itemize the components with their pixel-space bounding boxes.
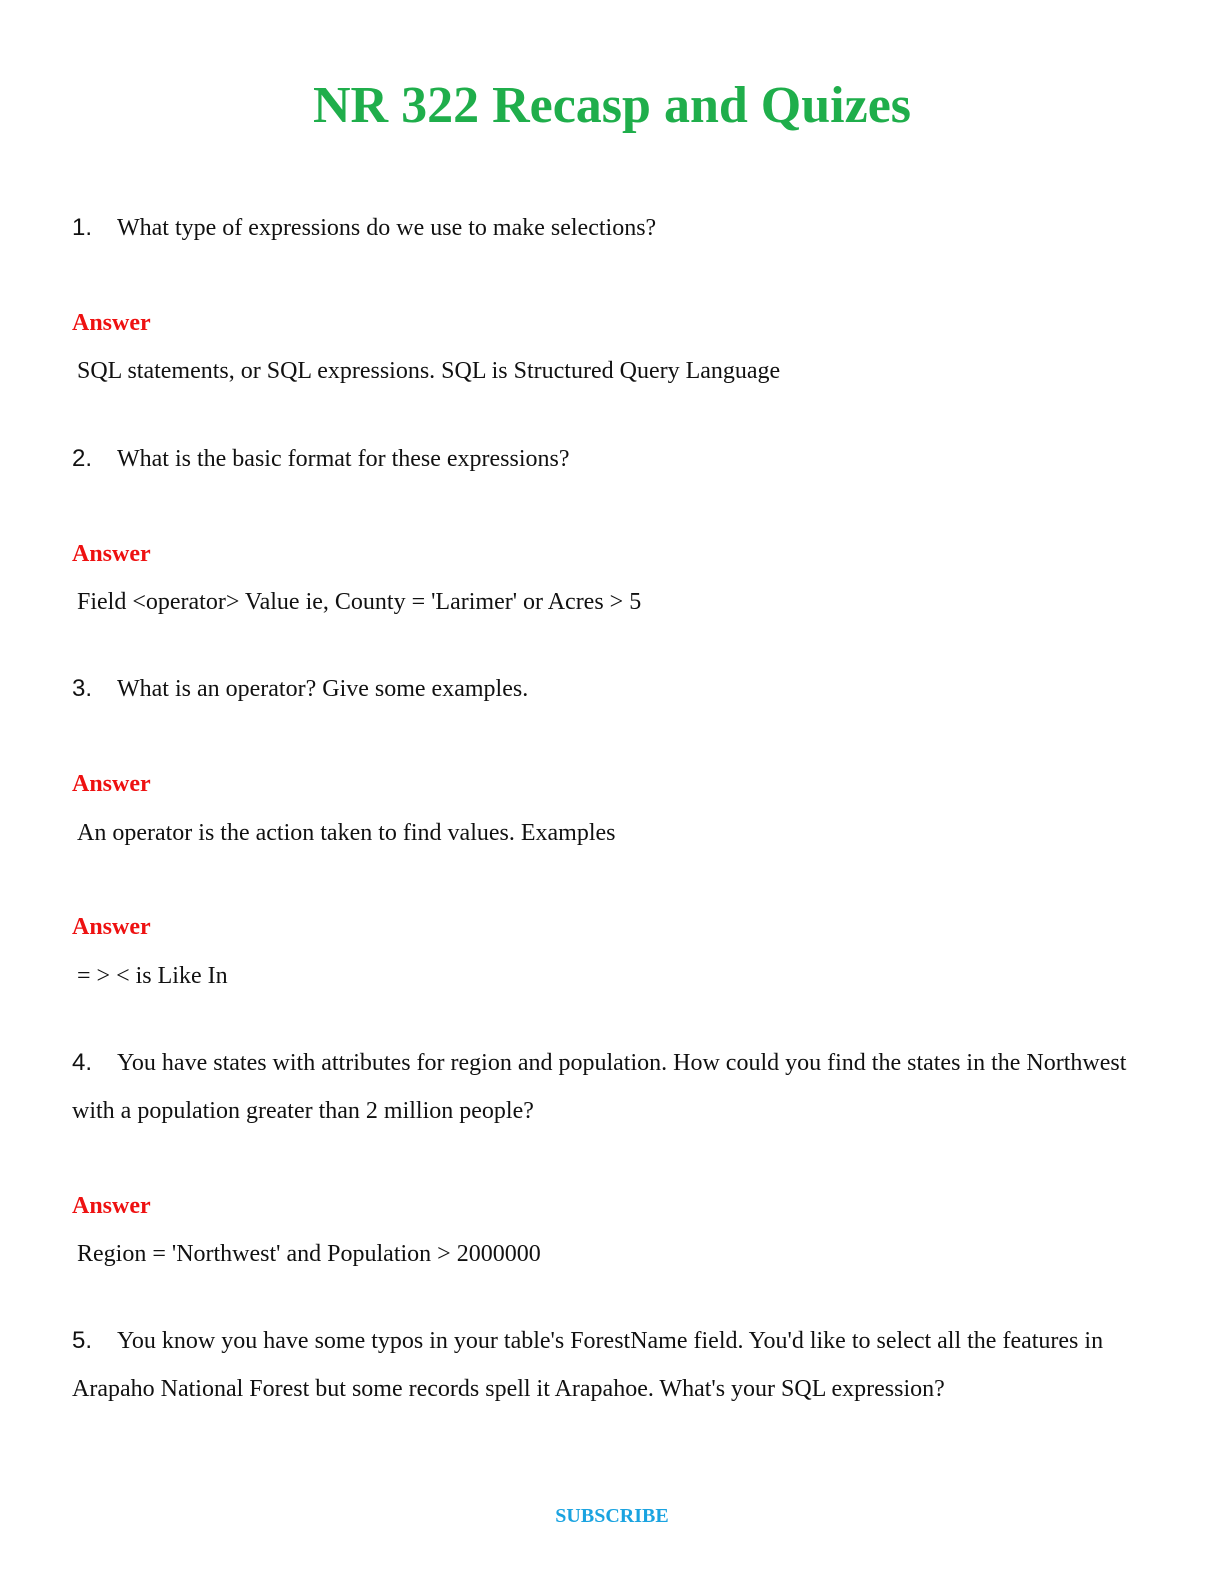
question-1 (72, 204, 1152, 252)
question-5 (72, 1317, 1152, 1413)
answer-label: Answer (72, 1193, 151, 1219)
question-number: 2. (72, 445, 93, 472)
question-text: You have states with attributes for region and population. How could you find the states in the Northwest with a population greater than 2 million people? (72, 1050, 1127, 1124)
answer-text: SQL statements, or SQL expressions. SQL is Structured Query Language (77, 358, 781, 384)
question-2 (72, 435, 1152, 483)
question-3 (72, 665, 1152, 713)
answer-text: Region = 'Northwest' and Population > 2000000 (77, 1241, 541, 1267)
question-text: You know you have some typos in your table's ForestName field. You'd like to select all the features in Arapaho National Forest but some records spell it Arapahoe. What's your SQL expression? (72, 1328, 1104, 1402)
answer-label: Answer (72, 541, 151, 567)
question-number: 1. (72, 214, 93, 241)
answer-label: Answer (72, 310, 151, 336)
question-text: What is the basic format for these expressions? (117, 446, 570, 472)
question-text: What type of expressions do we use to make selections? (117, 215, 657, 241)
question-number: 4. (72, 1049, 93, 1076)
question-text: What is an operator? Give some examples. (117, 676, 529, 702)
subscribe-link[interactable]: SUBSCRIBE (555, 1505, 669, 1527)
answer-text: = > < is Like In (77, 963, 228, 989)
answer-text: An operator is the action taken to find values. Examples (77, 820, 616, 846)
answer-label: Answer (72, 914, 151, 940)
question-number: 5. (72, 1327, 93, 1354)
question-number: 3. (72, 675, 93, 702)
question-4 (72, 1039, 1152, 1135)
page-title: NR 322 Recasp and Quizes (312, 77, 912, 134)
answer-label: Answer (72, 771, 151, 797)
answer-text: Field <operator> Value ie, County = 'Larimer' or Acres > 5 (77, 589, 642, 615)
